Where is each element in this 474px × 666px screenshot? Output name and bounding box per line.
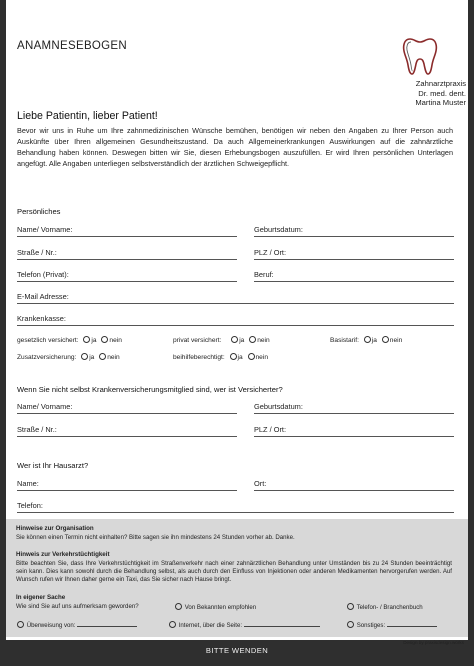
practice-address [415, 79, 466, 108]
recommend-label: Von Bekannten empfohlen [184, 604, 257, 611]
email-label: E-Mail Adresse: [17, 292, 69, 301]
private-no-radio[interactable] [249, 336, 256, 343]
additional-insurance-label: Zusatzversicherung: [17, 354, 77, 361]
doctor-city-label: Ort: [254, 479, 267, 488]
zip-city-label: PLZ / Ort: [254, 248, 287, 257]
private-insured-row [173, 336, 270, 344]
street-field[interactable] [17, 248, 237, 260]
other-input[interactable] [387, 621, 437, 627]
zip-city-field[interactable] [254, 248, 454, 260]
practice-line: Zahnarztpraxis [415, 79, 466, 88]
yes-label: ja [237, 354, 243, 361]
job-label: Beruf: [254, 270, 274, 279]
option-internet [166, 621, 320, 629]
referral-question: Wie sind Sie auf uns aufmerksam geworden? [16, 603, 139, 610]
phonebook-radio[interactable] [347, 603, 354, 610]
doctor-phone-label: Telefon: [17, 501, 43, 510]
document-title: ANAMNESEBOGEN [17, 40, 127, 52]
no-label: nein [389, 337, 403, 344]
birthdate-label: Geburtsdatum: [254, 225, 303, 234]
yes-label: ja [371, 337, 377, 344]
no-label: nein [107, 354, 120, 361]
private-insured-label: privat versichert: [173, 337, 222, 344]
organisation-text: Sie können einen Termin nicht einhalten? Bitte sagen sie ihn mindestens 24 Stunden vorher ab. Danke. [16, 534, 295, 541]
aid-no-radio[interactable] [248, 353, 255, 360]
tooth-logo-icon [400, 34, 440, 76]
no-label: nein [109, 337, 122, 344]
legal-insured-row [17, 336, 122, 344]
internet-input[interactable] [244, 621, 320, 627]
basic-tariff-label: Basistarif: [330, 337, 359, 344]
please-turn-label: BITTE WENDEN [205, 646, 269, 655]
basic-tariff-row [330, 336, 402, 344]
phone-field[interactable] [17, 270, 237, 282]
section-personal-heading: Persönliches [17, 207, 61, 216]
additional-insurance-row [17, 353, 120, 361]
section-doctor-heading: Wer ist Ihr Hausarzt? [17, 461, 89, 470]
doctor-name-field[interactable] [17, 479, 237, 491]
no-label: nein [257, 337, 270, 344]
additional-no-radio[interactable] [99, 353, 106, 360]
section-insured-heading: Wenn Sie nicht selbst Krankenversicherungsmitglied sind, wer ist Versicherter? [17, 385, 283, 394]
practice-line: Dr. med. dent. [418, 88, 466, 98]
greeting: Liebe Patientin, lieber Patient! [17, 110, 158, 122]
internet-label: Internet, über die Seite: [178, 622, 243, 629]
insured-zip-city-label: PLZ / Ort: [254, 425, 287, 434]
additional-yes-radio[interactable] [81, 353, 88, 360]
legal-insured-label: gesetzlich versichert: [17, 337, 79, 344]
insured-name-field[interactable] [17, 402, 237, 414]
private-yes-radio[interactable] [231, 336, 238, 343]
yes-label: ja [89, 354, 95, 361]
doctor-phone-field[interactable] [17, 501, 454, 513]
aid-yes-radio[interactable] [230, 353, 237, 360]
insured-zip-city-field[interactable] [254, 425, 454, 437]
option-other [344, 621, 437, 629]
birthdate-field[interactable] [254, 225, 454, 237]
yes-label: ja [239, 337, 245, 344]
insured-birthdate-field[interactable] [254, 402, 454, 414]
traffic-text: Bitte beachten Sie, dass Ihre Verkehrstüchtigkeit im Straßenverkehr nach einer zahnärztlichen Behandlung unter Umständen bis zu 24 Stunden beeinträchtigt sein kann. Dies kann sowohl durch die Behandlung selbst, als auch durch den Einfluss von Injektionen oder anderen Medikamenten hervorgerufen werden. Auf Wunsch rufen wir Ihnen daher gerne ein Taxi, das Sie sicher nach Hause bringt. [16, 560, 452, 583]
aid-eligible-row [173, 353, 268, 361]
insurance-label: Krankenkasse: [17, 314, 66, 323]
doctor-city-field[interactable] [254, 479, 454, 491]
doctor-name-label: Name: [17, 479, 39, 488]
street-label: Straße / Nr.: [17, 248, 57, 257]
option-recommend [172, 603, 256, 611]
own-matter-heading: In eigener Sache [16, 594, 66, 601]
phonebook-label: Telefon- / Branchenbuch [356, 604, 423, 611]
recommend-radio[interactable] [175, 603, 182, 610]
insured-street-label: Straße / Nr.: [17, 425, 57, 434]
phone-label: Telefon (Privat): [17, 270, 69, 279]
legal-no-radio[interactable] [101, 336, 108, 343]
insured-name-label: Name/ Vorname: [17, 402, 73, 411]
basic-no-radio[interactable] [382, 336, 389, 343]
referral-input[interactable] [77, 621, 137, 627]
insured-street-field[interactable] [17, 425, 237, 437]
name-field[interactable] [17, 225, 237, 237]
yes-label: ja [91, 337, 97, 344]
other-label: Sonstiges: [356, 622, 386, 629]
option-referral [14, 621, 137, 629]
internet-radio[interactable] [169, 621, 176, 628]
no-label: nein [255, 354, 268, 361]
email-field[interactable] [17, 292, 454, 304]
insured-birthdate-label: Geburtsdatum: [254, 402, 303, 411]
intro-paragraph: Bevor wir uns in Ruhe um Ihre zahnmedizinischen Wünsche bemühen, benötigen wir neben den Angaben zu Ihrer Person auch Auskünfte über Ihren allgemeinen Gesundheitszustand. Da auch Allgemeinerkrankungen Auswirkungen auf die zahnärztliche Behandlung haben können. Deswegen bitten wir Sie, diesen Erhebungsbogen auszufüllen. Er wird Ihren persönlichen Unterlagen angefügt. Alle Angaben unterliegen selbstverständlich der ärztlichen Schweigepflicht. [17, 126, 453, 168]
practice-line: Martina Muster [415, 98, 466, 108]
other-radio[interactable] [347, 621, 354, 628]
legal-yes-radio[interactable] [83, 336, 90, 343]
traffic-heading: Hinweis zur Verkehrstüchtigkeit [16, 551, 110, 558]
referral-label: Überweisung von: [26, 622, 76, 629]
option-phonebook [344, 603, 423, 611]
referral-radio[interactable] [17, 621, 24, 628]
design-credit: Design by praxisdesign.works [403, 640, 464, 645]
insurance-field[interactable] [17, 314, 454, 326]
job-field[interactable] [254, 270, 454, 282]
name-label: Name/ Vorname: [17, 225, 73, 234]
aid-eligible-label: beihilfeberechtigt: [173, 354, 225, 361]
basic-yes-radio[interactable] [364, 336, 371, 343]
organisation-heading: Hinweise zur Organisation [16, 525, 94, 532]
